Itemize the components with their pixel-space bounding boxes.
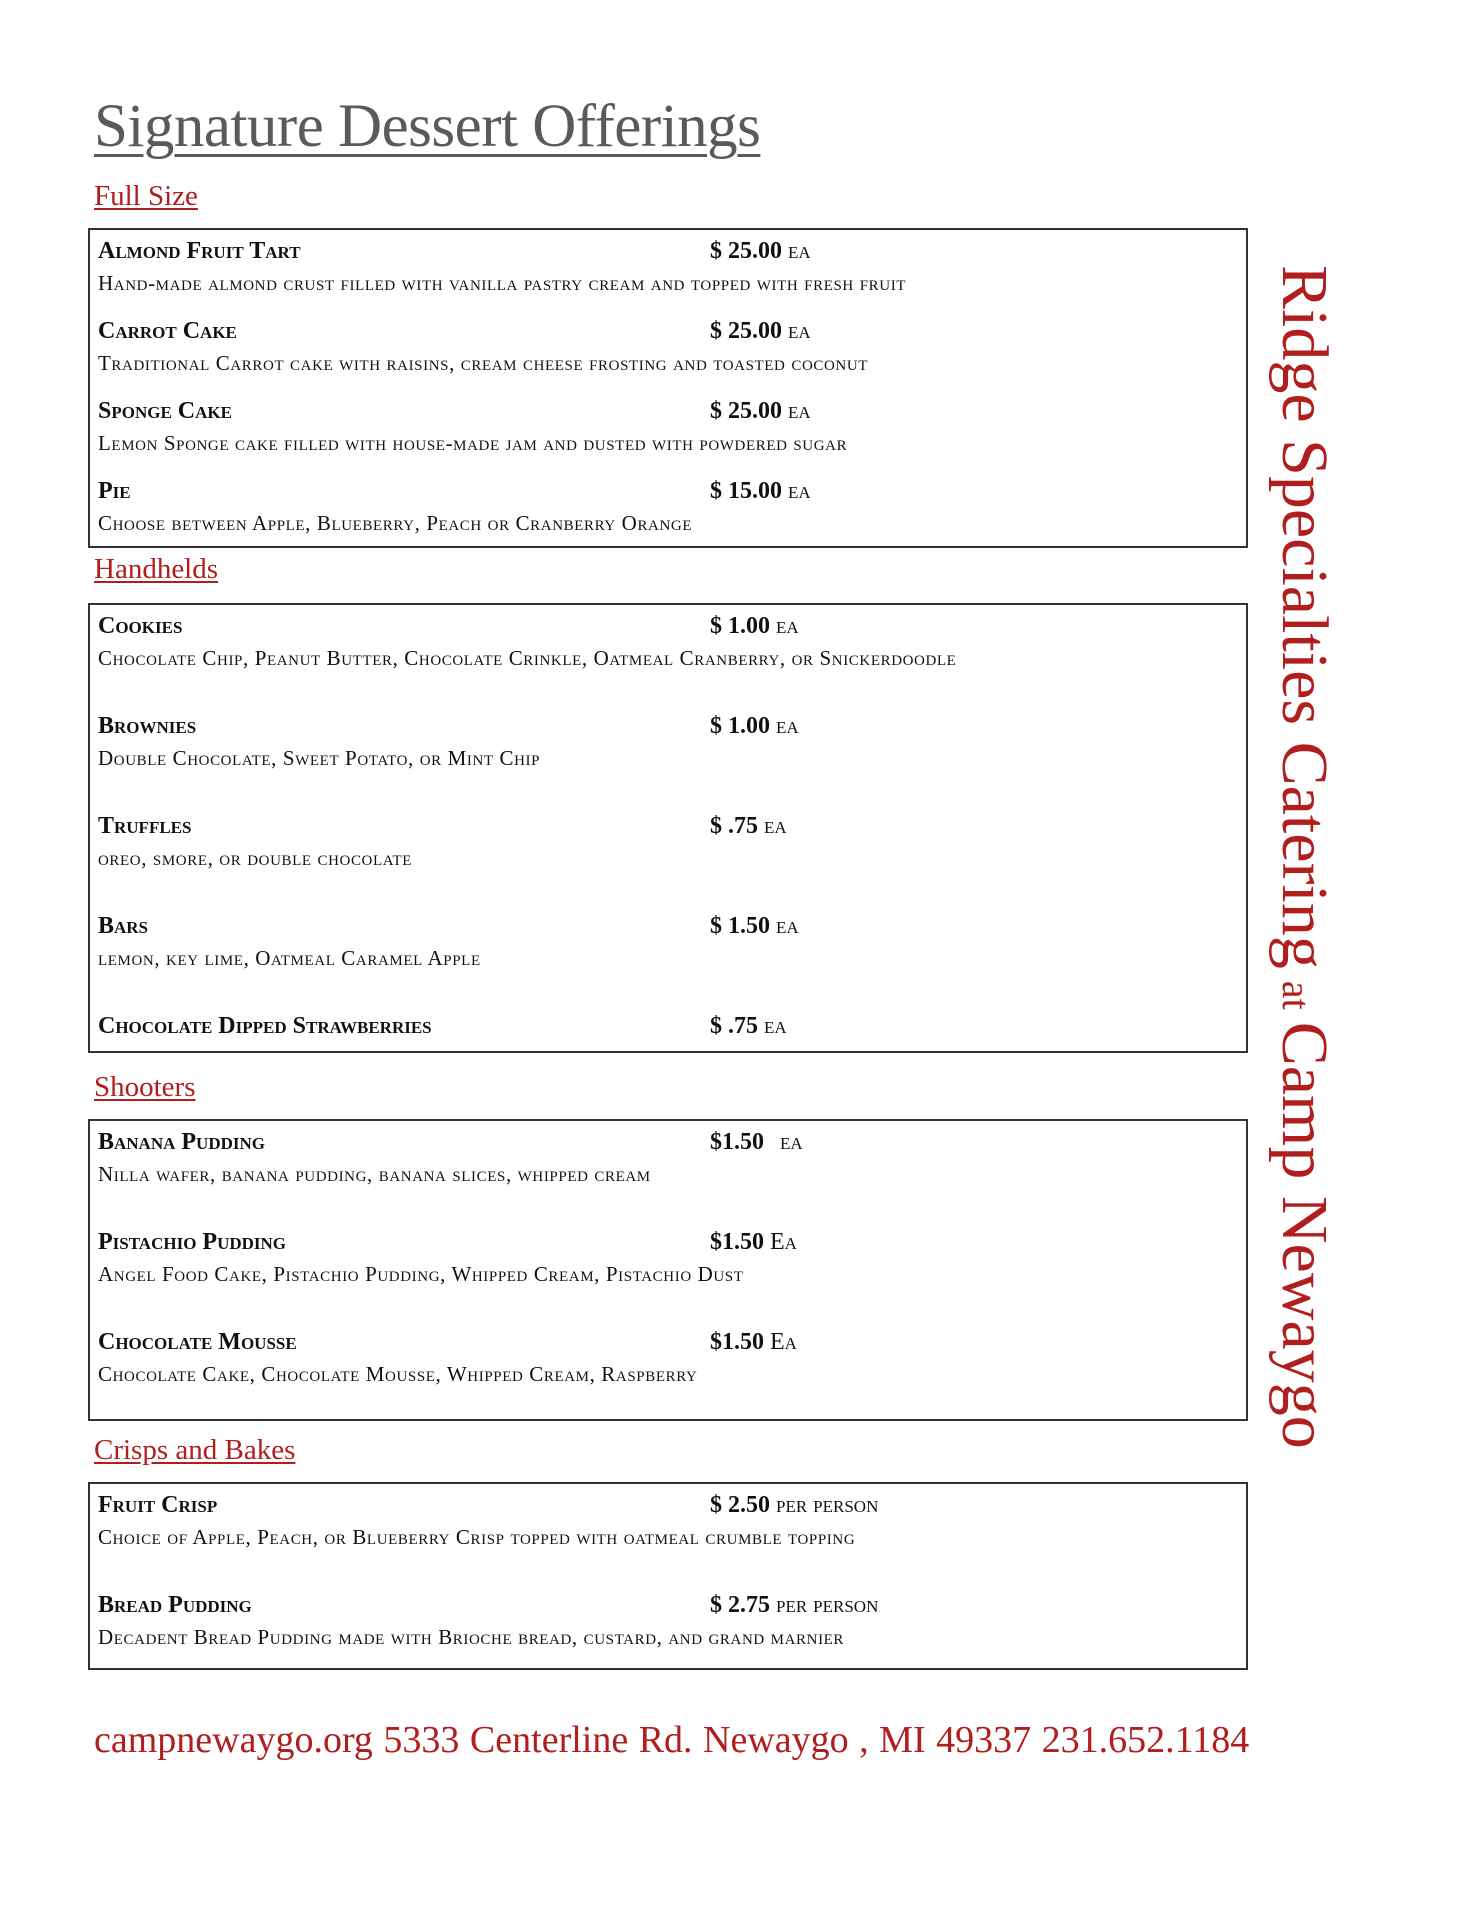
- menu-box-shooters: [88, 1119, 1248, 1421]
- section-heading-handhelds: Handhelds: [94, 553, 219, 585]
- item-name: Fruit Crisp: [98, 1492, 218, 1518]
- item-price: $ 15.00 ea: [710, 478, 811, 504]
- item-description: Chocolate Chip, Peanut Butter, Chocolate Crinkle, Oatmeal Cranberry, or Snickerdoodle: [98, 646, 957, 670]
- item-price: $ 1.00 ea: [710, 713, 799, 739]
- side-banner: [1264, 265, 1344, 1449]
- menu-box-full-size: [88, 228, 1248, 548]
- item-name: Sponge Cake: [98, 398, 232, 424]
- item-price: $ 1.00 ea: [710, 613, 799, 639]
- item-name: Chocolate Dipped Strawberries: [98, 1013, 432, 1039]
- item-price: $ .75 ea: [710, 1013, 787, 1039]
- item-price: $ 1.50 ea: [710, 913, 799, 939]
- item-price: $ 25.00 ea: [710, 318, 811, 344]
- item-name: Pistachio Pudding: [98, 1229, 287, 1255]
- item-description: Hand-made almond crust filled with vanilla pastry cream and topped with fresh fruit: [98, 271, 907, 295]
- item-description: lemon, key lime, Oatmeal Caramel Apple: [98, 946, 481, 970]
- item-name: Chocolate Mousse: [98, 1329, 297, 1355]
- item-name: Carrot Cake: [98, 318, 237, 344]
- item-price: $ 25.00 ea: [710, 238, 811, 264]
- item-description: Decadent Bread Pudding made with Brioche bread, custard, and grand marnier: [98, 1625, 845, 1649]
- item-description: Lemon Sponge cake filled with house-made jam and dusted with powdered sugar: [98, 431, 848, 455]
- item-description: Choice of Apple, Peach, or Blueberry Crisp topped with oatmeal crumble topping: [98, 1525, 856, 1549]
- section-heading-full-size: Full Size: [94, 180, 198, 212]
- item-name: Cookies: [98, 613, 183, 639]
- footer-contact: campnewaygo.org 5333 Centerline Rd. Newaygo , MI 49337 231.652.1184: [94, 1719, 1250, 1761]
- side-banner-name: Ridge Specialties Catering: [1268, 265, 1341, 969]
- item-description: Angel Food Cake, Pistachio Pudding, Whipped Cream, Pistachio Dust: [98, 1262, 744, 1286]
- item-name: Almond Fruit Tart: [98, 238, 301, 264]
- section-heading-shooters: Shooters: [94, 1071, 196, 1103]
- item-description: Nilla wafer, banana pudding, banana slices, whipped cream: [98, 1162, 651, 1186]
- item-description: Chocolate Cake, Chocolate Mousse, Whipped Cream, Raspberry: [98, 1362, 698, 1386]
- item-description: oreo, smore, or double chocolate: [98, 846, 413, 870]
- item-price: $ .75 ea: [710, 813, 787, 839]
- item-price: $ 2.75 per person: [710, 1592, 879, 1618]
- item-price: $ 25.00 ea: [710, 398, 811, 424]
- side-banner-location: Camp Newaygo: [1268, 1021, 1341, 1449]
- section-heading-crisps-and-bakes: Crisps and Bakes: [94, 1434, 296, 1466]
- item-name: Brownies: [98, 713, 197, 739]
- item-description: Traditional Carrot cake with raisins, cream cheese frosting and toasted coconut: [98, 351, 869, 375]
- item-name: Bars: [98, 913, 149, 939]
- item-description: Choose between Apple, Blueberry, Peach or Cranberry Orange: [98, 511, 693, 535]
- item-price: $1.50 ea: [710, 1129, 803, 1155]
- item-name: Pie: [98, 478, 131, 504]
- side-banner-at: at: [1274, 980, 1319, 1010]
- item-name: Bread Pudding: [98, 1592, 252, 1618]
- item-name: Truffles: [98, 813, 192, 839]
- item-name: Banana Pudding: [98, 1129, 265, 1155]
- item-price: $ 2.50 per person: [710, 1492, 879, 1518]
- menu-box-crisps-and-bakes: [88, 1482, 1248, 1670]
- item-price: $1.50 Ea: [710, 1329, 797, 1355]
- menu-box-handhelds: [88, 603, 1248, 1053]
- page-title: Signature Dessert Offerings: [94, 93, 761, 160]
- item-description: Double Chocolate, Sweet Potato, or Mint Chip: [98, 746, 541, 770]
- item-price: $1.50 Ea: [710, 1229, 797, 1255]
